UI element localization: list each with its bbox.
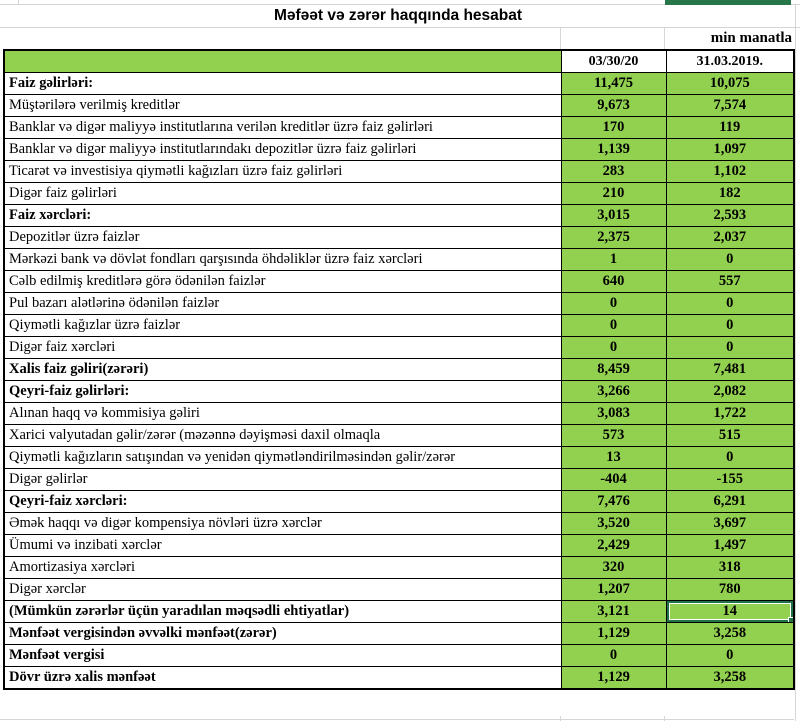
value-cell[interactable]: 210 [561, 183, 666, 205]
table-row [4, 117, 794, 139]
value-cell[interactable]: 0 [561, 645, 666, 667]
row-label-cell[interactable]: Faiz xərcləri: [4, 205, 561, 227]
value-cell[interactable]: 119 [666, 117, 794, 139]
gridline-horizontal [0, 719, 794, 720]
value-cell[interactable]: 0 [666, 447, 794, 469]
value-cell[interactable]: 10,075 [666, 73, 794, 95]
value-cell[interactable]: 2,037 [666, 227, 794, 249]
selected-cell[interactable]: 14 [666, 601, 794, 623]
value-cell[interactable]: -404 [561, 469, 666, 491]
column-header-current-period[interactable]: 03/30/20 [561, 50, 666, 73]
table-row [4, 293, 794, 315]
value-cell[interactable]: 0 [561, 337, 666, 359]
row-label-cell[interactable]: Banklar və digər maliyyə institutlarına verilən kreditlər üzrə faiz gəlirləri [4, 117, 561, 139]
table-row [4, 95, 794, 117]
row-label-cell[interactable]: Qiymətli kağızlar üzrə faizlər [4, 315, 561, 337]
profit-loss-table [3, 49, 795, 690]
value-cell[interactable]: 8,459 [561, 359, 666, 381]
row-label-cell[interactable]: Müştərilərə verilmiş kreditlər [4, 95, 561, 117]
row-label-cell[interactable]: Depozitlər üzrə faizlər [4, 227, 561, 249]
table-row [4, 249, 794, 271]
row-label-cell[interactable]: Digər gəlirlər [4, 469, 561, 491]
value-cell[interactable]: 170 [561, 117, 666, 139]
table-body [4, 73, 794, 690]
table-row [4, 513, 794, 535]
value-cell[interactable]: 557 [666, 271, 794, 293]
value-cell[interactable]: 9,673 [561, 95, 666, 117]
row-label-cell[interactable]: Əmək haqqı və digər kompensiya növləri üzrə xərclər [4, 513, 561, 535]
value-cell[interactable]: 0 [666, 249, 794, 271]
value-cell[interactable]: 3,266 [561, 381, 666, 403]
table-row [4, 271, 794, 293]
table-row [4, 667, 794, 690]
value-cell[interactable]: 1,207 [561, 579, 666, 601]
table-row [4, 315, 794, 337]
gridline-vertical [795, 5, 796, 721]
value-cell[interactable]: 182 [666, 183, 794, 205]
table-row [4, 557, 794, 579]
value-cell[interactable]: 573 [561, 425, 666, 447]
table-row [4, 579, 794, 601]
value-cell[interactable]: 1 [561, 249, 666, 271]
table-row [4, 359, 794, 381]
table-row [4, 623, 794, 645]
table-row [4, 183, 794, 205]
value-cell[interactable]: 640 [561, 271, 666, 293]
row-label-cell[interactable]: Ticarət və investisiya qiymətli kağızları üzrə faiz gəlirləri [4, 161, 561, 183]
gridline-vertical [560, 716, 561, 721]
table-row [4, 601, 794, 623]
value-cell[interactable]: 0 [561, 315, 666, 337]
table-row [4, 73, 794, 95]
value-cell[interactable]: 2,375 [561, 227, 666, 249]
value-cell[interactable]: 1,102 [666, 161, 794, 183]
value-cell[interactable]: 0 [666, 293, 794, 315]
value-cell[interactable]: 283 [561, 161, 666, 183]
value-cell[interactable]: 3,520 [561, 513, 666, 535]
row-label-cell[interactable]: Mənfəət vergisi [4, 645, 561, 667]
gridline-vertical [664, 716, 665, 721]
row-label-cell[interactable]: Digər xərclər [4, 579, 561, 601]
row-label-cell[interactable]: Banklar və digər maliyyə institutlarındakı depozitlər üzrə faiz gəlirləri [4, 139, 561, 161]
table-row [4, 535, 794, 557]
row-label-cell[interactable]: Alınan haqq və kommisiya gəliri [4, 403, 561, 425]
row-label-cell[interactable]: Xarici valyutadan gəlir/zərər (məzənnə dəyişməsi daxil olmaqla [4, 425, 561, 447]
table-row [4, 491, 794, 513]
value-cell[interactable]: 1,097 [666, 139, 794, 161]
page-title: Məfəət və zərər haqqında hesabat [273, 7, 523, 24]
value-cell[interactable]: 2,082 [666, 381, 794, 403]
row-label-cell[interactable]: Pul bazarı alətlərinə ödənilən faizlər [4, 293, 561, 315]
value-cell[interactable]: 1,129 [561, 623, 666, 645]
row-label-cell[interactable]: Mənfəət vergisindən əvvəlki mənfəət(zərər) [4, 623, 561, 645]
value-cell[interactable]: 1,139 [561, 139, 666, 161]
value-cell[interactable]: 2,429 [561, 535, 666, 557]
table-row [4, 469, 794, 491]
unit-label: min manatla [710, 30, 792, 46]
value-cell[interactable]: 0 [561, 293, 666, 315]
table-row [4, 205, 794, 227]
row-label-cell[interactable]: Faiz gəlirləri: [4, 73, 561, 95]
table-row [4, 381, 794, 403]
value-cell[interactable]: 320 [561, 557, 666, 579]
row-label-cell[interactable]: Qeyri-faiz gəlirləri: [4, 381, 561, 403]
corner-cell[interactable] [4, 50, 561, 73]
row-label-cell[interactable]: Amortizasiya xərcləri [4, 557, 561, 579]
value-cell[interactable]: 3,083 [561, 403, 666, 425]
value-cell[interactable]: 7,481 [666, 359, 794, 381]
value-cell[interactable]: 7,574 [666, 95, 794, 117]
value-cell[interactable]: 0 [666, 645, 794, 667]
table-row [4, 645, 794, 667]
value-cell[interactable]: 3,258 [666, 667, 794, 690]
row-label-cell[interactable]: Ümumi və inzibati xərclər [4, 535, 561, 557]
value-cell[interactable]: 0 [666, 315, 794, 337]
value-cell[interactable]: 0 [666, 337, 794, 359]
table-header-row [4, 50, 794, 73]
value-cell[interactable]: -155 [666, 469, 794, 491]
value-cell[interactable]: 6,291 [666, 491, 794, 513]
row-label-cell[interactable]: Xalis faiz gəliri(zərəri) [4, 359, 561, 381]
table-row [4, 227, 794, 249]
table-row [4, 403, 794, 425]
value-cell[interactable]: 780 [666, 579, 794, 601]
column-header-prior-period[interactable]: 31.03.2019. [666, 50, 794, 73]
row-label-cell[interactable]: Qeyri-faiz xərcləri: [4, 491, 561, 513]
row-label-cell[interactable]: Qiymətli kağızların satışından və yenidən qiymətləndirilməsindən gəlir/zərər [4, 447, 561, 469]
value-cell[interactable]: 515 [666, 425, 794, 447]
table-row [4, 425, 794, 447]
value-cell[interactable]: 11,475 [561, 73, 666, 95]
value-cell[interactable]: 1,129 [561, 667, 666, 690]
row-label-cell[interactable]: Mərkəzi bank və dövlət fondları qarşısında öhdəliklər üzrə faiz xərcləri [4, 249, 561, 271]
row-label-cell[interactable]: (Mümkün zərərlər üçün yaradılan məqsədli ehtiyatlar) [4, 601, 561, 623]
value-cell[interactable]: 13 [561, 447, 666, 469]
row-label-cell[interactable]: Cəlb edilmiş kreditlərə görə ödənilən faizlər [4, 271, 561, 293]
table-row [4, 447, 794, 469]
table-row [4, 139, 794, 161]
row-label-cell[interactable]: Digər faiz gəlirləri [4, 183, 561, 205]
value-cell[interactable]: 3,258 [666, 623, 794, 645]
value-cell[interactable]: 3,121 [561, 601, 666, 623]
table-row [4, 337, 794, 359]
row-label-cell[interactable]: Digər faiz xərcləri [4, 337, 561, 359]
value-cell[interactable]: 2,593 [666, 205, 794, 227]
value-cell[interactable]: 318 [666, 557, 794, 579]
value-cell[interactable]: 3,015 [561, 205, 666, 227]
row-label-cell[interactable]: Dövr üzrə xalis mənfəət [4, 667, 561, 690]
value-cell[interactable]: 7,476 [561, 491, 666, 513]
table-row [4, 161, 794, 183]
value-cell[interactable]: 1,722 [666, 403, 794, 425]
value-cell[interactable]: 3,697 [666, 513, 794, 535]
value-cell[interactable]: 1,497 [666, 535, 794, 557]
